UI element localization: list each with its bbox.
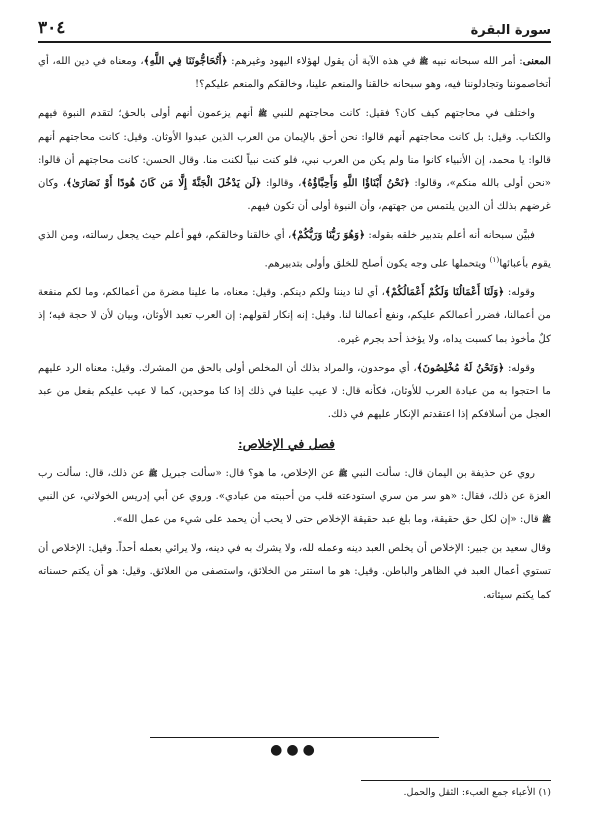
footnote xyxy=(38,785,551,801)
page-header xyxy=(38,14,551,38)
paragraph-explanation xyxy=(38,224,551,275)
footnote-marker: (١) xyxy=(489,254,500,264)
text-run: وقال سعيد بن جبير: الإخلاص أن يخلص العبد دينه وعمله لله، ولا يشرك به في دينه، ولا يرائي بعمله أحداً. وقيل: الإخلاص أن تستوي أعمال العبد في الظاهر والباطن. وقيل: هو ما استتر من الخلائق، واستصفى من العلائق. وقيل: هو أن يكتم حسناته كما يكتم سيئاته. xyxy=(38,543,551,601)
paragraph-hadith xyxy=(38,462,551,532)
text-run: وقوله: xyxy=(504,287,535,299)
footnote-text: الأعباء جمع العبء: الثقل والحمل. xyxy=(403,787,536,798)
page-number: ٣٠٤ xyxy=(38,18,66,38)
text-run: في هذه الآية أن يقول لهؤلاء اليهود وغيرهم: xyxy=(227,56,420,67)
text-run: قال: «إن لكل حق حقيقة، وما بلغ عبد حقيقة الإخلاص حتى لا يحب أن يحمد على شيء من عمل الله». xyxy=(113,514,542,526)
text-run: واختلف في محاجتهم كيف كان؟ فقيل: كانت محاجتهم للنبي xyxy=(267,108,536,120)
paragraph-sayings xyxy=(38,537,551,607)
paragraph-deeds xyxy=(38,281,551,351)
salutation-symbol: ﷺ xyxy=(148,468,158,478)
paragraph-sincere xyxy=(38,357,551,427)
quran-verse: ﴿أَتُحَاجُّونَنَا فِي اللَّهِ﴾ xyxy=(143,55,228,67)
salutation-symbol: ﷺ xyxy=(338,468,348,478)
text-run: : أمر الله سبحانه نبيه xyxy=(428,56,523,67)
text-run: عن الإخلاص، ما هو؟ قال: «سألت جبريل xyxy=(157,467,339,479)
text-run: وقوله: xyxy=(504,362,535,374)
text-run: ، ومعناه في دين الله، أي أتخاصموننا وتجادلوننا فيه، وهو سبحانه خالقنا والمنعم علينا، وخالقكم والمنعم عليكم؟! xyxy=(38,56,551,91)
text-run: ، أي لنا ديننا ولكم دينكم. وقيل: معناه، ما علينا مضرة من أعمالكم، وما لكم منفعة من أعمالنا، فضرر أعمالكم عليكم، ونفع أعمالنا لنا. وقيل: إنه إنكار لقولهم: إن العرب تعبد الأوثان، وبيان لأن لا حجة فيه؛ إذ كلٌ مأخوذ بما كسبت يداه، ولا يؤخذ أحد بجرم غيره. xyxy=(38,287,551,345)
quran-verse: ﴿وَهُوَ رَبُّنَا وَرَبُّكُمْ﴾ xyxy=(291,229,366,242)
text-run: ، أي موحدون، والمراد بذلك أن المخلص أولى بالحق من المشرك. وقيل: معناه الرد عليهم ما احتجوا به من عبادة العرب للأوثان، فكأنه قال: لا عيب علينا في ذلك إذا كنا موحدين، كما لا عيب عليكم بفعل من عبد العجل من أسلافكم إذا اعتقدتم الإنكار عليهم في ذلك. xyxy=(38,362,551,421)
quran-verse: ﴿نَحْنُ أَبْنَاؤُا اللَّهِ وَأَحِبَّاؤُهُ﴾ xyxy=(301,177,410,190)
separator-rule xyxy=(150,737,439,738)
paragraph-meaning xyxy=(38,50,551,96)
text-run: فبيَّن سبحانه أنه أعلم بتدبير خلقه بقوله: xyxy=(365,230,535,242)
quran-verse: ﴿وَلَنَا أَعْمَالُنَا وَلَكُمْ أَعْمَالُكُمْ﴾ xyxy=(384,286,505,299)
text-run: روي عن حذيفة بن اليمان قال: سألت النبي xyxy=(347,467,536,479)
header-rule xyxy=(38,41,551,43)
quran-verse: ﴿لَن يَدْخُلَ الْجَنَّةَ إِلَّا مَن كَانَ هُودًا أَوْ نَصَارَىٰ﴾ xyxy=(66,177,262,190)
text-run: عن ذلك، قال: سألت رب العزة عن ذلك، فقال: «هو سر من سري استودعته قلب من أحببته من عبادي». وروي عن أبي إدريس الخولاني، عن النبي xyxy=(38,467,551,502)
quran-verse: ﴿وَنَحْنُ لَهُ مُخْلِصُونَ﴾ xyxy=(416,361,505,374)
text-run: ، وقالوا: xyxy=(261,178,302,190)
text-run: ويتحملها على وجه يكون أصلح للخلق وأولى بتدبيرهم. xyxy=(264,258,490,270)
text-run: أنهم يزعمون أنهم أولى بالحق؛ لتقدم النبوة فيهم والكتاب. وقيل: بل كانت محاجتهم أنهم قالوا: نحن أحق بالإيمان من العرب الذين عبدوا الأوثان. وقيل: كانت محاجتهم أنهم قالوا: يا محمد، إن الأنبياء كانوا منا ولم يكن من العرب نبي، فلو كنت نبياً لكنت منا. وقال الحسن: كانت محاجتهم أن قالوا: «نحن أولى بالله منكم»، وقالوا: xyxy=(38,108,552,190)
separator-dots: ●●● xyxy=(270,742,319,758)
surah-title: سورة البقرة xyxy=(470,23,551,38)
footnote-rule xyxy=(361,780,551,781)
footnote-number: (١) xyxy=(538,787,551,798)
section-heading: فصل في الإخلاص: xyxy=(238,436,335,452)
paragraph-dispute xyxy=(38,102,551,218)
lead-word: المعنى xyxy=(522,55,551,67)
salutation-symbol: ﷺ xyxy=(258,109,268,119)
text-run: ، وكان غرضهم بذلك أن الدين يلتمس من جهتهم، وأن النبوة أولى أن تكون فيهم. xyxy=(38,178,551,213)
salutation-symbol: ﷺ xyxy=(541,515,551,525)
salutation-symbol: ﷺ xyxy=(419,57,429,66)
text-run: ، أي خالقنا وخالقكم، فهو أعلم حيث يجعل رسالته، ومن الذي يقوم بأعبائها xyxy=(38,230,551,270)
main-text xyxy=(38,50,551,613)
